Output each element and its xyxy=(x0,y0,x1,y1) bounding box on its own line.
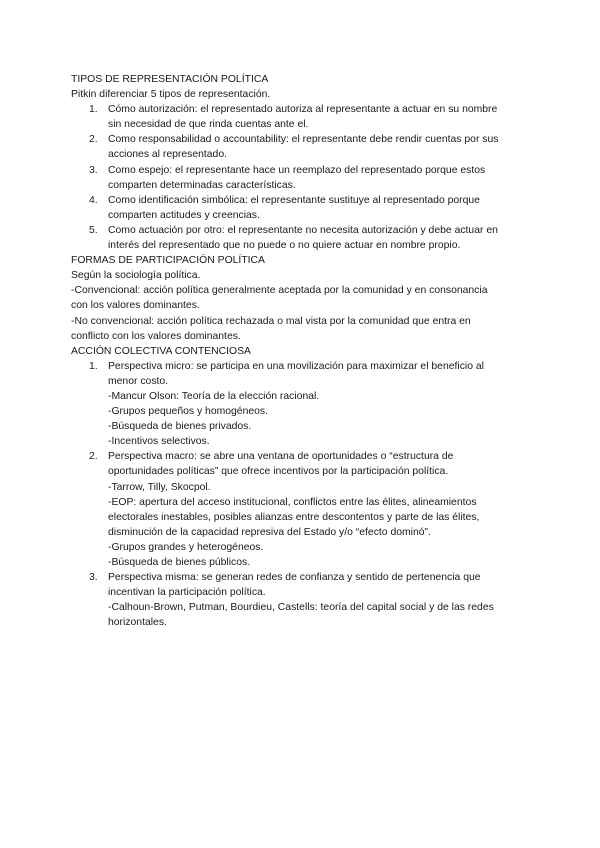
list-item xyxy=(71,163,531,193)
list-item-text: -Tarrow, Tilly, Skocpol. xyxy=(108,481,211,493)
list-item xyxy=(71,570,531,630)
list-item-text: Como identificación simbólica: el representante sustituye al representado porque xyxy=(108,194,480,206)
list-number: 4. xyxy=(89,194,98,206)
list-number: 3. xyxy=(89,572,98,584)
collective-action-list xyxy=(71,359,531,631)
list-number: 3. xyxy=(89,164,98,176)
list-item-text: Perspectiva micro: se participa en una movilización para maximizar el beneficio al xyxy=(108,360,484,372)
representation-types-list xyxy=(71,102,531,253)
list-item-text: -Grupos grandes y heterogéneos. xyxy=(108,541,264,553)
section-heading-representacion: TIPOS DE REPRESENTACIÓN POLÍTICA xyxy=(71,74,269,85)
list-item xyxy=(71,132,531,162)
paragraph-line: Según la sociología política. xyxy=(71,270,201,282)
list-item-text: -Búsqueda de bienes privados. xyxy=(108,421,252,433)
section-heading-participacion: FORMAS DE PARTICIPACIÓN POLÍTICA xyxy=(71,255,265,267)
list-item-text: Cómo autorización: el representado autoriza al representante a actuar en su nombre xyxy=(108,104,498,116)
list-item-text: Perspectiva misma: se generan redes de confianza y sentido de pertenencia que xyxy=(108,572,481,584)
list-item-text: oportunidades políticas” que ofrece incentivos por la participación política. xyxy=(108,466,449,478)
list-item-text: -Mancur Olson: Teoría de la elección racional. xyxy=(108,390,320,402)
list-number: 1. xyxy=(89,104,98,116)
list-number: 2. xyxy=(89,134,98,146)
list-item-text: -EOP: apertura del acceso institucional, conflictos entre las élites, alineamientos xyxy=(108,496,477,508)
list-item-text: disminución de la capacidad represiva del Estado y/o “efecto dominó”. xyxy=(108,526,431,538)
list-item-text: menor costo. xyxy=(108,375,169,387)
section-heading-accion: ACCIÓN COLECTIVA CONTENCIOSA xyxy=(71,345,251,357)
list-item-text: horizontales. xyxy=(108,617,167,629)
list-item-text: comparten determinadas características. xyxy=(108,179,296,191)
list-item xyxy=(71,449,531,570)
paragraph-line: -No convencional: acción política rechazada o mal vista por la comunidad que entra en xyxy=(71,315,471,327)
list-item-text: Como espejo: el representante hace un reemplazo del representado porque estos xyxy=(108,164,486,176)
list-item xyxy=(71,102,531,132)
list-number: 2. xyxy=(89,451,98,463)
list-item-text: -Calhoun-Brown, Putman, Bourdieu, Castells: teoría del capital social y de las redes xyxy=(108,602,494,614)
intro-text: Pitkin diferenciar 5 tipos de representación. xyxy=(71,89,271,101)
list-item-text: acciones al representado. xyxy=(108,149,227,161)
paragraph-line: con los valores dominantes. xyxy=(71,300,200,312)
document-page xyxy=(71,72,531,630)
list-item-text: comparten actitudes y creencias. xyxy=(108,209,260,221)
list-number: 1. xyxy=(89,360,98,372)
list-item xyxy=(71,359,531,450)
list-item-text: sin necesidad de que rinda cuentas ante el. xyxy=(108,119,309,131)
list-item-text: Como responsabilidad o accountability: el representante debe rendir cuentas por sus xyxy=(108,134,499,146)
list-item-text: Como actuación por otro: el representante no necesita autorización y debe actuar en xyxy=(108,224,498,236)
list-item xyxy=(71,223,531,253)
list-item-text: interés del representado que no puede o no quiere actuar en nombre propio. xyxy=(108,240,461,252)
list-item-text: incentivan la participación política. xyxy=(108,587,266,599)
list-item xyxy=(71,193,531,223)
list-item-text: -Incentivos selectivos. xyxy=(108,436,210,448)
paragraph-line: conflicto con los valores dominantes. xyxy=(71,330,241,342)
list-number: 5. xyxy=(89,224,98,236)
list-item-text: -Búsqueda de bienes públicos. xyxy=(108,557,251,568)
list-item-text: -Grupos pequeños y homogéneos. xyxy=(108,406,269,418)
list-item-text: Perspectiva macro: se abre una ventana de oportunidades o “estructura de xyxy=(108,451,454,463)
list-item-text: electorales inestables, posibles alianzas entre descontentos y parte de las élites, xyxy=(108,511,480,523)
paragraph-line: -Convencional: acción política generalmente aceptada por la comunidad y en consonancia xyxy=(71,285,488,297)
